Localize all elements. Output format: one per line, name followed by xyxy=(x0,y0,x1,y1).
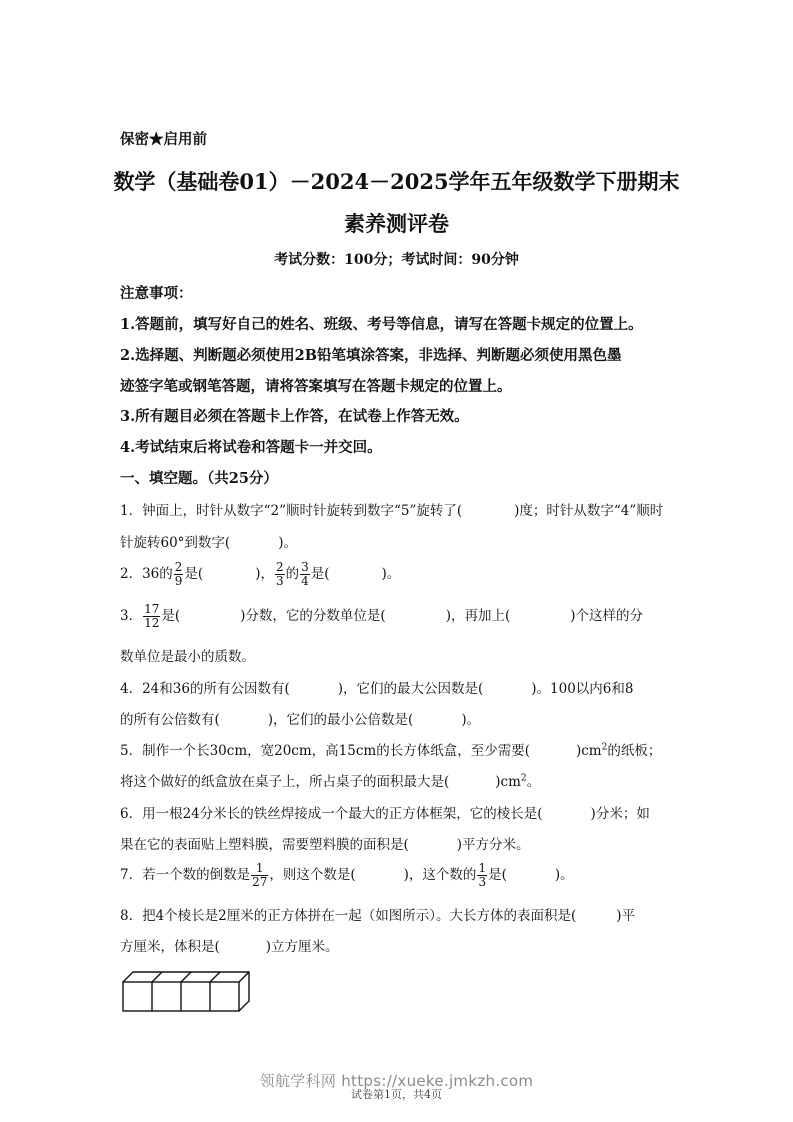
fraction xyxy=(251,862,268,889)
exam-info: 考试分数：100分；考试时间：90分钟 xyxy=(274,252,519,268)
q8-text-b: )平 xyxy=(616,908,636,924)
q4-text-d: 的所有公倍数有( xyxy=(120,712,220,728)
question-1-line2 xyxy=(120,531,683,551)
q7-text-e: )。 xyxy=(554,867,574,883)
q6-text-b: )分米；如 xyxy=(590,806,650,822)
fraction xyxy=(300,561,310,588)
q7-text-b: ，则这个数是( xyxy=(269,867,356,883)
q1-text-d: )。 xyxy=(278,535,297,551)
section-heading: 一、填空题。（共25分） xyxy=(120,470,278,487)
question-1-line1 xyxy=(120,499,683,519)
q1-text-c: 针旋转60°到数字( xyxy=(120,535,231,551)
cube-top-edge xyxy=(210,972,220,982)
fraction xyxy=(275,561,285,588)
question-4-line2 xyxy=(120,708,683,728)
q4-text-a: 4．24和36的所有公因数有( xyxy=(120,681,290,697)
question-5-line2 xyxy=(120,770,683,790)
q6-text-a: 6．用一根24分米长的铁丝焊接成一个最大的正方体框架，它的棱长是( xyxy=(120,806,543,822)
cube-top-edge xyxy=(152,972,162,982)
q7-text-a: 7．若一个数的倒数是 xyxy=(120,867,251,883)
q3-text-c: )分数，它的分数单位是( xyxy=(240,608,386,624)
notice-item-1: 1.答题前，填写好自己的姓名、班级、考号等信息，请写在答题卡规定的位置上。 xyxy=(120,316,643,333)
question-6-line2 xyxy=(120,833,683,853)
q5-text-d: 将这个做好的纸盒放在桌子上，所占桌子的面积最大是( xyxy=(120,774,450,790)
q2-text-c: )， xyxy=(255,566,274,582)
numerator: 2 xyxy=(275,560,284,574)
q7-text-d: 是( xyxy=(488,867,507,883)
q2-text-b: 是( xyxy=(184,566,204,582)
exam-title-line2: 素养测评卷 xyxy=(344,211,449,236)
question-2 xyxy=(120,561,683,588)
q6-text-c: 果在它的表面贴上塑料膜，需要塑料膜的面积是( xyxy=(120,837,409,853)
numerator: 17 xyxy=(144,602,160,616)
q4-text-b: )，它们的最大公因数是( xyxy=(337,681,484,697)
q2-text-f: )。 xyxy=(381,566,401,582)
question-8-line1 xyxy=(120,904,683,924)
q1-text-b: )度；时针从数字“4”顺时 xyxy=(514,503,664,519)
q4-text-e: )，它们的最小公倍数是( xyxy=(267,712,414,728)
question-3-line1 xyxy=(120,603,683,630)
notice-item-2b: 迹签字笔或钢笔答题，请将答案填写在答题卡规定的位置上。 xyxy=(120,378,512,395)
q5-text-f: 。 xyxy=(526,774,541,790)
superscript: 2 xyxy=(601,742,608,753)
denominator: 12 xyxy=(144,616,160,630)
notice-item-2a: 2.选择题、判断题必须使用2B铅笔填涂答案，非选择、判断题必须使用黑色墨 xyxy=(120,347,622,364)
watermark: 领航学科网 https://xueke.jmkzh.com xyxy=(259,1072,534,1090)
numerator: 2 xyxy=(174,560,183,574)
page-footer: 试卷第1页，共4页 xyxy=(351,1088,442,1101)
q8-text-c: 方厘米，体积是( xyxy=(120,939,220,955)
question-6-line1 xyxy=(120,802,683,822)
q5-text-e: )cm xyxy=(495,774,521,790)
confidential-label: 保密★启用前 xyxy=(120,131,207,148)
q3-text-b: 是( xyxy=(161,608,181,624)
q2-text-d: 的 xyxy=(285,566,300,582)
denominator: 3 xyxy=(275,574,284,588)
denominator: 27 xyxy=(252,875,268,889)
denominator: 3 xyxy=(478,875,487,889)
q3-text-a: 3． xyxy=(120,608,143,624)
notice-heading: 注意事项： xyxy=(120,285,193,302)
superscript: 2 xyxy=(520,773,527,784)
notice-item-4: 4.考试结束后将试卷和答题卡一并交回。 xyxy=(120,439,382,456)
question-7 xyxy=(120,862,683,889)
notice-item-3: 3.所有题目必须在答题卡上作答，在试卷上作答无效。 xyxy=(120,408,469,425)
numerator: 1 xyxy=(251,862,268,876)
cube-top-edge xyxy=(181,972,191,982)
four-cubes-figure xyxy=(120,968,255,1014)
q4-text-f: )。 xyxy=(461,712,481,728)
numerator: 1 xyxy=(478,861,487,875)
question-5-line1 xyxy=(120,739,683,759)
question-8-line2 xyxy=(120,935,683,955)
denominator: 9 xyxy=(174,574,183,588)
q8-text-a: 8．把4个棱长是2厘米的正方体拼在一起（如图所示）。大长方体的表面积是( xyxy=(120,908,577,924)
q8-text-d: )立方厘米。 xyxy=(265,939,339,955)
q3-text-e: )个这样的分 xyxy=(570,608,644,624)
q5-text-c: 的纸板； xyxy=(607,743,662,759)
q7-text-c: )，这个数的 xyxy=(403,867,477,883)
denominator: 4 xyxy=(301,574,309,588)
fraction xyxy=(477,862,487,889)
q1-text-a: 1．钟面上，时针从数字“2”顺时针旋转到数字“5”旋转了( xyxy=(120,503,463,519)
q3-text-d: )，再加上( xyxy=(445,608,511,624)
q2-text-a: 2．36的 xyxy=(120,566,173,582)
fraction xyxy=(143,603,160,630)
q6-text-d: )平方分米。 xyxy=(456,837,530,853)
q4-text-c: )。100以内6和8 xyxy=(531,681,634,697)
numerator: 3 xyxy=(301,560,309,574)
q2-text-e: 是( xyxy=(310,566,330,582)
fraction xyxy=(174,561,184,588)
question-4-line1 xyxy=(120,677,683,697)
question-3-line2: 数单位是最小的质数。 xyxy=(120,649,255,665)
cube-top-edge xyxy=(239,972,249,982)
exam-title-line1: 数学（基础卷01）－2024－2025学年五年级数学下册期末 xyxy=(113,169,680,194)
q5-text-a: 5．制作一个长30cm，宽20cm，高15cm的长方体纸盒，至少需要( xyxy=(120,743,530,759)
q5-text-b: )cm xyxy=(575,743,602,759)
